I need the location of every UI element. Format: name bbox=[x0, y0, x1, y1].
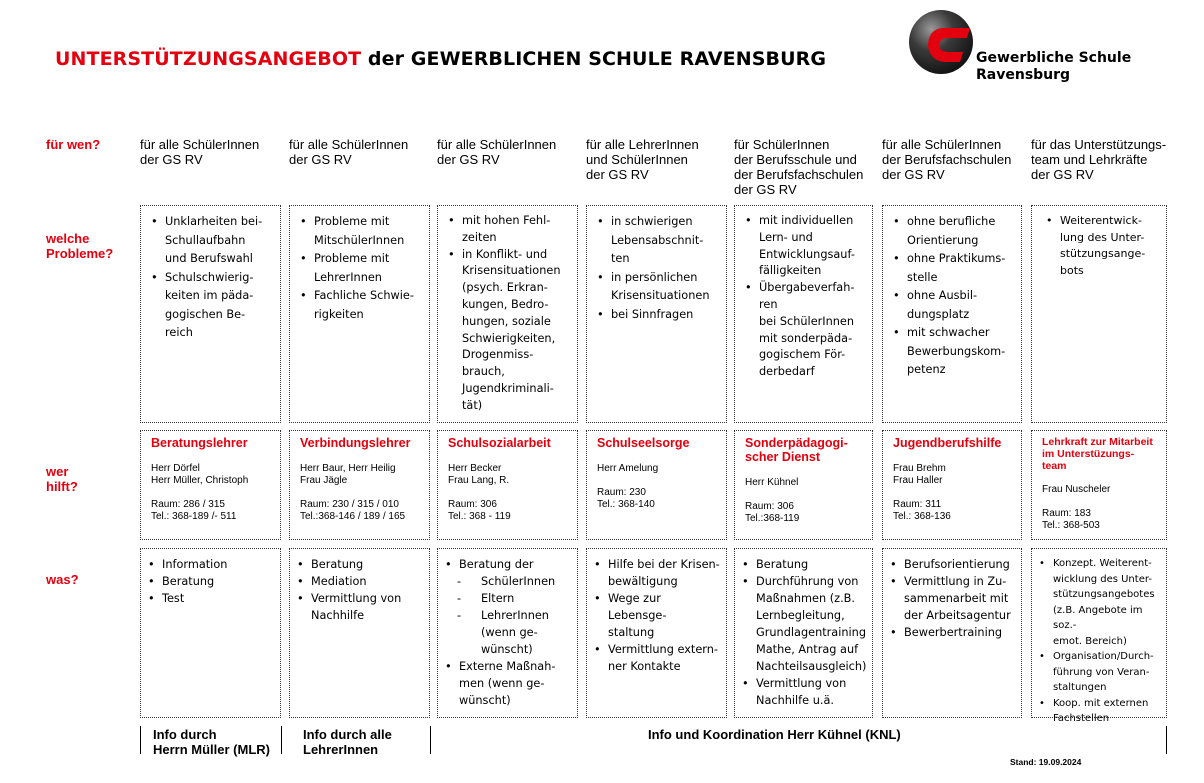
offer-item: • Vermittlung von Nachhilfe u.ä. bbox=[740, 675, 866, 709]
offer-item: • Durchführung von Maßnahmen (z.B. Lernbegleitung, Grundlagentraining Mathe, Antrag auf Nachteilsausgleich) bbox=[740, 573, 866, 675]
problem-item: • ohne Praktikums- stelle bbox=[891, 250, 1015, 287]
helper-contact bbox=[893, 499, 1011, 523]
offer-subitem bbox=[443, 607, 571, 658]
offers-box bbox=[140, 548, 281, 718]
offer-subitem-text: Eltern bbox=[481, 592, 515, 605]
helper-title: Sonderpädagogi- scher Dienst bbox=[745, 436, 848, 464]
helper-person: Frau Nuscheler bbox=[1042, 484, 1111, 495]
offer-item: • Information bbox=[146, 556, 274, 573]
helper-contact-line: Raum: 306 bbox=[448, 499, 497, 510]
offers-list bbox=[587, 549, 726, 675]
for-whom-line: für das Unterstützungs- bbox=[1031, 137, 1167, 152]
helper-box bbox=[140, 430, 281, 540]
helper-person: Frau Brehm bbox=[893, 463, 946, 474]
offer-item: • Berufsorientierung bbox=[888, 556, 1015, 573]
helper-persons bbox=[893, 463, 1011, 487]
helper-person: Herr Amelung bbox=[597, 463, 659, 474]
for-whom-text bbox=[437, 137, 582, 167]
offer-item: • Vermittlung extern- ner Kontakte bbox=[592, 641, 720, 675]
for-whom-line: für alle LehrerInnen bbox=[586, 137, 699, 152]
footer-divider bbox=[1166, 726, 1167, 754]
offer-item: • Bewerbertraining bbox=[888, 624, 1015, 641]
helper-contact-line: Tel.: 368-503 bbox=[1042, 520, 1100, 531]
problem-item: • in persönlichen Krisensituationen bbox=[595, 269, 720, 306]
problems-list bbox=[290, 206, 429, 324]
offers-list bbox=[735, 549, 872, 709]
title-highlight: UNTERSTÜTZUNGSANGEBOT bbox=[55, 48, 362, 70]
for-whom-line: der Berufsschule und bbox=[734, 152, 857, 167]
offers-list bbox=[1032, 549, 1166, 727]
row-label-fuer-wen: für wen? bbox=[46, 137, 101, 152]
for-whom-line: der GS RV bbox=[734, 182, 797, 197]
for-whom-line: der GS RV bbox=[1031, 167, 1094, 182]
row-label-was: was? bbox=[46, 572, 79, 587]
offers-list bbox=[438, 549, 577, 709]
helper-contact bbox=[745, 501, 862, 525]
row-label-wer-line2: hilft? bbox=[46, 479, 78, 494]
offer-item: • Vermittlung in Zu- sammenarbeit mit der Arbeitsagentur bbox=[888, 573, 1015, 624]
school-logo-icon bbox=[908, 6, 980, 78]
for-whom-line: der GS RV bbox=[437, 152, 500, 167]
problem-item: • Probleme mit MitschülerInnen bbox=[298, 213, 423, 250]
offer-item: • Vermittlung von Nachhilfe bbox=[295, 590, 423, 624]
problems-box bbox=[437, 205, 578, 423]
problems-box bbox=[586, 205, 727, 423]
footer-info-knl: Info und Koordination Herr Kühnel (KNL) bbox=[648, 727, 901, 742]
helper-persons bbox=[300, 463, 419, 487]
problems-box bbox=[289, 205, 430, 423]
helper-persons bbox=[597, 463, 716, 475]
helper-person: Frau Jägle bbox=[300, 475, 348, 486]
problem-item: • Probleme mit LehrerInnen bbox=[298, 250, 423, 287]
footer-divider bbox=[140, 726, 141, 754]
helper-contact-line: Raum: 311 bbox=[893, 499, 942, 510]
offer-item: • Beratung bbox=[146, 573, 274, 590]
problems-list bbox=[141, 206, 280, 343]
helper-persons bbox=[745, 477, 862, 489]
for-whom-line: und SchülerInnen bbox=[586, 152, 688, 167]
for-whom-line: für alle SchülerInnen bbox=[140, 137, 260, 152]
problem-item: • in Konflikt- und Krisensituationen (psych. Erkran- kungen, Bedro- hungen, soziale Schwierigkeiten, Drogenmiss- brauch, Jugendkriminali- tät) bbox=[446, 247, 571, 415]
helper-contact bbox=[300, 499, 419, 523]
for-whom-line: der GS RV bbox=[586, 167, 649, 182]
footer-info-mlr: Info durch Herrn Müller (MLR) bbox=[153, 727, 270, 757]
helper-persons bbox=[1042, 484, 1156, 496]
helper-contact bbox=[151, 499, 270, 523]
offers-box bbox=[1031, 548, 1167, 724]
title-rest: der GEWERBLICHEN SCHULE RAVENSBURG bbox=[361, 48, 827, 70]
for-whom-line: der Berufsfachschulen bbox=[734, 167, 864, 182]
problems-list bbox=[883, 206, 1021, 380]
helper-contact-line: Tel.:368-146 / 189 / 165 bbox=[300, 511, 406, 522]
row-label-wer-hilft bbox=[46, 464, 78, 494]
offers-box bbox=[734, 548, 873, 718]
footer-divider bbox=[281, 726, 282, 754]
for-whom-line: der Berufsfachschulen bbox=[882, 152, 1012, 167]
for-whom-line: der GS RV bbox=[140, 152, 203, 167]
helper-contact bbox=[1042, 508, 1156, 532]
problem-item: • mit schwacher Bewerbungskom- petenz bbox=[891, 324, 1015, 380]
offer-item: • Beratung der bbox=[443, 556, 571, 573]
for-whom-line: für alle SchülerInnen bbox=[289, 137, 409, 152]
offer-item: • Beratung bbox=[295, 556, 423, 573]
offers-list bbox=[883, 549, 1021, 641]
helper-contact bbox=[597, 487, 716, 511]
helper-contact-line: Tel.: 368-136 bbox=[893, 511, 951, 522]
offers-box bbox=[289, 548, 430, 718]
problems-box bbox=[882, 205, 1022, 423]
problem-item: • Weiterentwick- lung des Unter- stützungsange- bots bbox=[1044, 213, 1160, 279]
helper-person: Herr Dörfel bbox=[151, 463, 200, 474]
helper-person: Herr Baur, Herr Heilig bbox=[300, 463, 396, 474]
helper-person: Herr Müller, Christoph bbox=[151, 475, 249, 486]
problem-item: • Unklarheiten bei- Schullaufbahn und Berufswahl bbox=[149, 213, 274, 269]
logo-text bbox=[976, 50, 1131, 84]
helper-contact-line: Raum: 230 bbox=[597, 487, 646, 498]
problem-item: • mit hohen Fehl- zeiten bbox=[446, 213, 571, 247]
for-whom-text bbox=[882, 137, 1027, 182]
helper-title: Beratungslehrer bbox=[151, 436, 248, 450]
logo-line-2: Ravensburg bbox=[976, 67, 1071, 83]
helper-contact-line: Raum: 230 / 315 / 010 bbox=[300, 499, 399, 510]
helper-box bbox=[882, 430, 1022, 540]
helper-contact-line: Tel.: 368 - 119 bbox=[448, 511, 511, 522]
problems-box bbox=[734, 205, 873, 423]
for-whom-text bbox=[289, 137, 434, 167]
offers-box bbox=[586, 548, 727, 718]
offer-item: • Koop. mit externen Fachstellen bbox=[1037, 696, 1160, 727]
helper-contact-line: Tel.: 368-189 /- 511 bbox=[151, 511, 237, 522]
helper-box bbox=[1031, 430, 1167, 540]
helper-contact bbox=[448, 499, 567, 523]
problem-item: • in schwierigen Lebensabschnit- ten bbox=[595, 213, 720, 269]
for-whom-line: team und Lehrkräfte bbox=[1031, 152, 1148, 167]
for-whom-text bbox=[140, 137, 285, 167]
helper-contact-line: Tel.: 368-140 bbox=[597, 499, 655, 510]
problems-box bbox=[1031, 205, 1167, 423]
for-whom-line: für alle SchülerInnen bbox=[437, 137, 557, 152]
helper-box bbox=[289, 430, 430, 540]
offer-subitem-text: SchülerInnen bbox=[481, 575, 556, 588]
footer-divider bbox=[430, 726, 431, 754]
problem-item: • Fachliche Schwie- rigkeiten bbox=[298, 287, 423, 324]
offers-box bbox=[437, 548, 578, 718]
offer-item: • Beratung bbox=[740, 556, 866, 573]
offers-box bbox=[882, 548, 1022, 718]
for-whom-line: für alle SchülerInnen bbox=[882, 137, 1002, 152]
footer-info-lehrer: Info durch alle LehrerInnen bbox=[303, 727, 392, 757]
row-label-probleme bbox=[46, 231, 113, 261]
row-label-wer-line1: wer bbox=[46, 464, 69, 479]
helper-contact-line: Tel.:368-119 bbox=[745, 513, 800, 524]
helper-person: Herr Becker bbox=[448, 463, 502, 474]
problem-item: • ohne Ausbil- dungsplatz bbox=[891, 287, 1015, 324]
helper-title: Schulsozialarbeit bbox=[448, 436, 551, 450]
helper-persons bbox=[151, 463, 270, 487]
date-stamp: Stand: 19.09.2024 bbox=[1010, 757, 1082, 767]
helper-title: Lehrkraft zur Mitarbeit im Unterstüzungs- team bbox=[1042, 436, 1153, 472]
row-label-probleme-line2: Probleme? bbox=[46, 246, 114, 261]
helper-box bbox=[586, 430, 727, 540]
helper-box bbox=[437, 430, 578, 540]
page-title bbox=[55, 48, 826, 70]
helper-person: Frau Lang, R. bbox=[448, 475, 510, 486]
helper-box bbox=[734, 430, 873, 540]
offer-item: • Externe Maßnah- men (wenn ge- wünscht) bbox=[443, 658, 571, 709]
logo-line-1: Gewerbliche Schule bbox=[976, 50, 1132, 66]
offer-item: • Organisation/Durch- führung von Veran- staltungen bbox=[1037, 649, 1160, 696]
offer-item: • Test bbox=[146, 590, 274, 607]
helper-contact-line: Raum: 306 bbox=[745, 501, 794, 512]
problem-item: • bei Sinnfragen bbox=[595, 306, 720, 325]
for-whom-line: der GS RV bbox=[289, 152, 352, 167]
problem-item: • Übergabeverfah- ren bei SchülerInnen mit sonderpäda- gogischem För- derbedarf bbox=[743, 280, 866, 381]
problems-list bbox=[1032, 206, 1166, 279]
for-whom-text bbox=[734, 137, 879, 197]
helper-contact-line: Raum: 183 bbox=[1042, 508, 1091, 519]
offer-subitem bbox=[443, 590, 571, 607]
problem-item: • Schulschwierig- keiten im päda- gogischen Be- reich bbox=[149, 269, 274, 343]
problem-item: • ohne berufliche Orientierung bbox=[891, 213, 1015, 250]
offer-subitem-text: LehrerInnen (wenn ge- wünscht) bbox=[481, 609, 549, 656]
helper-title: Verbindungslehrer bbox=[300, 436, 411, 450]
offer-item: • Mediation bbox=[295, 573, 423, 590]
offers-list bbox=[141, 549, 280, 607]
for-whom-line: der GS RV bbox=[882, 167, 945, 182]
problems-list bbox=[587, 206, 726, 324]
offer-subitem bbox=[443, 573, 571, 590]
problems-list bbox=[735, 206, 872, 381]
offer-item: • Wege zur Lebensge- staltung bbox=[592, 590, 720, 641]
row-label-probleme-line1: welche bbox=[46, 231, 90, 246]
helper-person: Frau Haller bbox=[893, 475, 943, 486]
problem-item: • mit individuellen Lern- und Entwicklungsauf- fälligkeiten bbox=[743, 213, 866, 280]
helper-contact-line: Raum: 286 / 315 bbox=[151, 499, 225, 510]
helper-person: Herr Kühnel bbox=[745, 477, 799, 488]
offer-item: • Konzept. Weiterent- wicklung des Unter- stützungsangebotes (z.B. Angebote im soz.- emot. Bereich) bbox=[1037, 556, 1160, 649]
problems-box bbox=[140, 205, 281, 423]
helper-title: Jugendberufshilfe bbox=[893, 436, 1002, 450]
for-whom-line: für SchülerInnen bbox=[734, 137, 830, 152]
helper-title: Schulseelsorge bbox=[597, 436, 690, 450]
offers-list bbox=[290, 549, 429, 624]
for-whom-text bbox=[586, 137, 731, 182]
offer-item: • Hilfe bei der Krisen- bewältigung bbox=[592, 556, 720, 590]
helper-persons bbox=[448, 463, 567, 487]
problems-list bbox=[438, 206, 577, 415]
for-whom-text bbox=[1031, 137, 1176, 182]
